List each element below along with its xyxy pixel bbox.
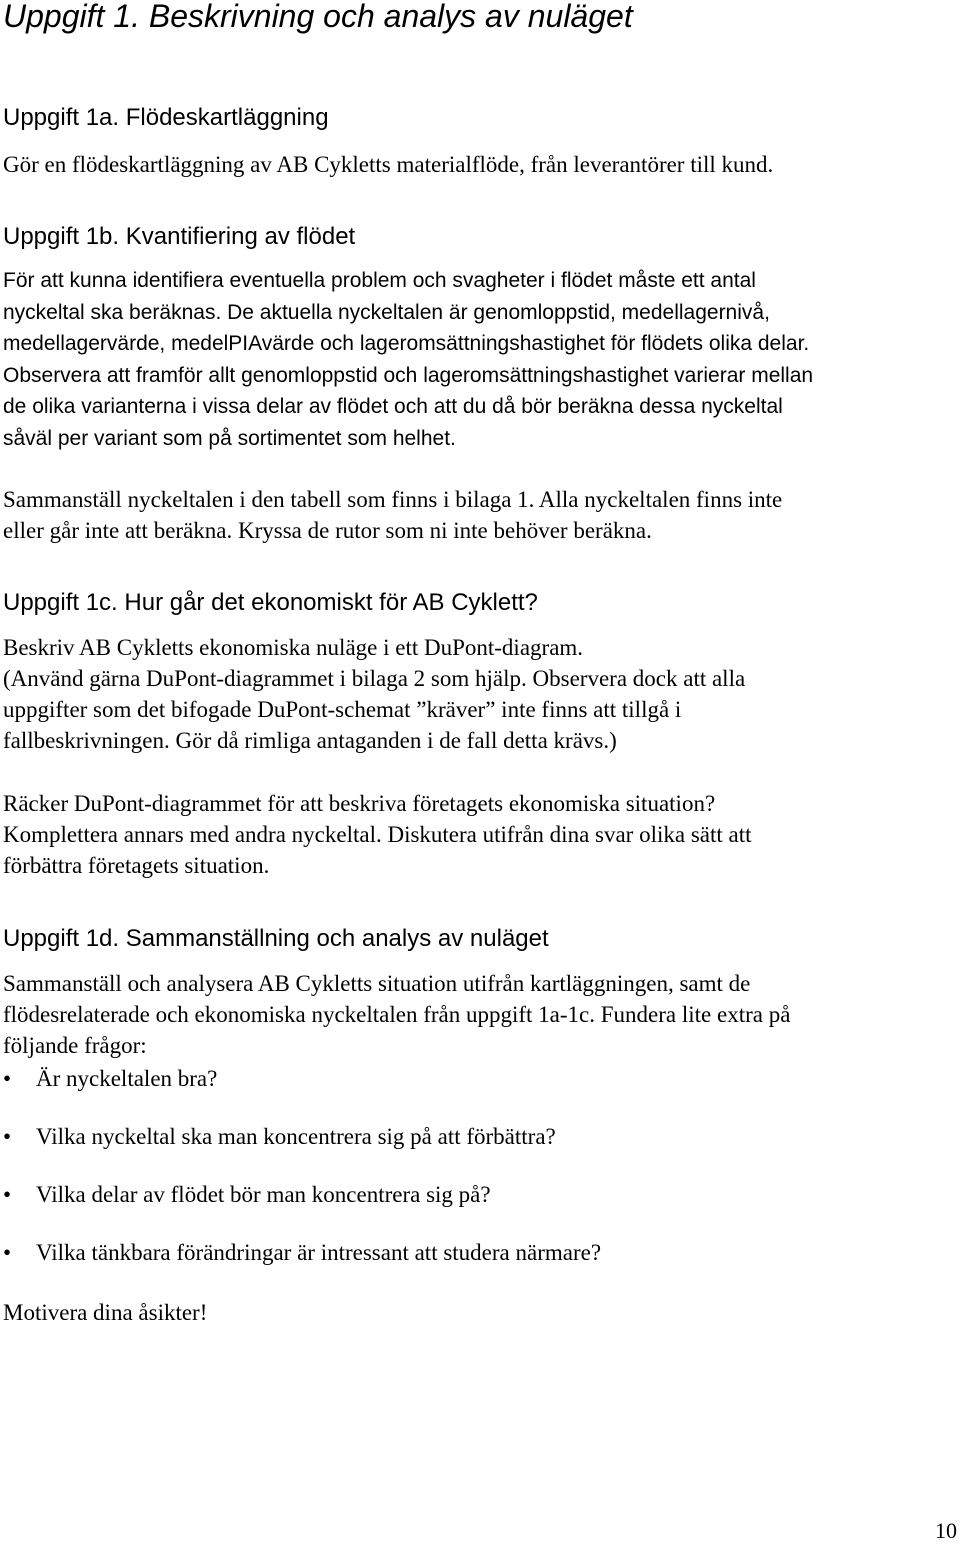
text-line: Sammanställ nyckeltalen i den tabell som finns i bilaga 1. Alla nyckeltalen finns inte	[3, 487, 783, 512]
text-line: uppgifter som det bifogade DuPont-schemat ”kräver” inte finns att tillgå i	[3, 697, 682, 722]
closing-text: Motivera dina åsikter!	[3, 1300, 208, 1325]
text-line: Beskriv AB Cykletts ekonomiska nuläge i ett DuPont-diagram.	[3, 635, 584, 660]
list-item-text: Vilka delar av flödet bör man koncentrera sig på?	[36, 1182, 491, 1207]
text-line: Observera att framför allt genomloppstid och lageromsättningshastighet varierar mellan	[3, 363, 814, 387]
task-1c-paragraph-1	[3, 632, 958, 756]
list-item	[3, 1121, 958, 1179]
page-title: Uppgift 1. Beskrivning och analys av nuläget	[3, 0, 633, 34]
task-1b-paragraph-2	[3, 484, 958, 546]
bullet-icon: •	[3, 1124, 12, 1149]
question-list	[3, 1063, 958, 1295]
task-1d-intro	[3, 968, 958, 1061]
heading-task-1b: Uppgift 1b. Kvantifiering av flödet	[3, 223, 356, 250]
text-line: förbättra företagets situation.	[3, 853, 270, 878]
page-number: 10	[935, 1518, 957, 1543]
text-line: För att kunna identifiera eventuella problem och svagheter i flödet måste ett antal	[3, 269, 756, 292]
text-line: Komplettera annars med andra nyckeltal. Diskutera utifrån dina svar olika sätt att	[3, 822, 752, 847]
list-item	[3, 1179, 958, 1237]
text-line: eller går inte att beräkna. Kryssa de rutor som ni inte behöver beräkna.	[3, 518, 652, 543]
bullet-icon: •	[3, 1240, 12, 1265]
text-line: de olika varianterna i vissa delar av flödet och att du då bör beräkna dessa nyckeltal	[3, 395, 783, 418]
text-line: såväl per variant som på sortimentet som helhet.	[3, 426, 456, 450]
text-line: följande frågor:	[3, 1033, 147, 1058]
list-item	[3, 1063, 958, 1121]
text-line: Räcker DuPont-diagrammet för att beskriva företagets ekonomiska situation?	[3, 791, 716, 816]
list-item	[3, 1237, 958, 1295]
list-item-text: Vilka tänkbara förändringar är intressant att studera närmare?	[36, 1240, 602, 1265]
task-1c-paragraph-2	[3, 788, 958, 881]
heading-task-1d: Uppgift 1d. Sammanställning och analys av nuläget	[3, 925, 549, 952]
text-line: Sammanställ och analysera AB Cykletts situation utifrån kartläggningen, samt de	[3, 971, 751, 996]
list-item-text: Är nyckeltalen bra?	[36, 1066, 218, 1091]
text-line: (Använd gärna DuPont-diagrammet i bilaga 2 som hjälp. Observera dock att alla	[3, 666, 746, 691]
text-line: flödesrelaterade och ekonomiska nyckeltalen från uppgift 1a-1c. Fundera lite extra på	[3, 1002, 791, 1027]
text-line: medellagervärde, medelPIAvärde och lageromsättningshastighet för flödets olika delar.	[3, 332, 810, 355]
task-1a-body: Gör en flödeskartläggning av AB Cykletts materialflöde, från leverantörer till kund.	[3, 152, 774, 177]
text-line: fallbeskrivningen. Gör då rimliga antaganden i de fall detta krävs.)	[3, 728, 617, 753]
text-line: nyckeltal ska beräknas. De aktuella nyckeltalen är genomloppstid, medellagernivå,	[3, 300, 770, 324]
heading-task-1c: Uppgift 1c. Hur går det ekonomiskt för AB Cyklett?	[3, 589, 538, 616]
bullet-icon: •	[3, 1182, 12, 1207]
list-item-text: Vilka nyckeltal ska man koncentrera sig på att förbättra?	[36, 1124, 556, 1149]
bullet-icon: •	[3, 1066, 12, 1091]
task-1b-paragraph-1	[3, 265, 958, 454]
heading-task-1a: Uppgift 1a. Flödeskartläggning	[3, 104, 329, 131]
